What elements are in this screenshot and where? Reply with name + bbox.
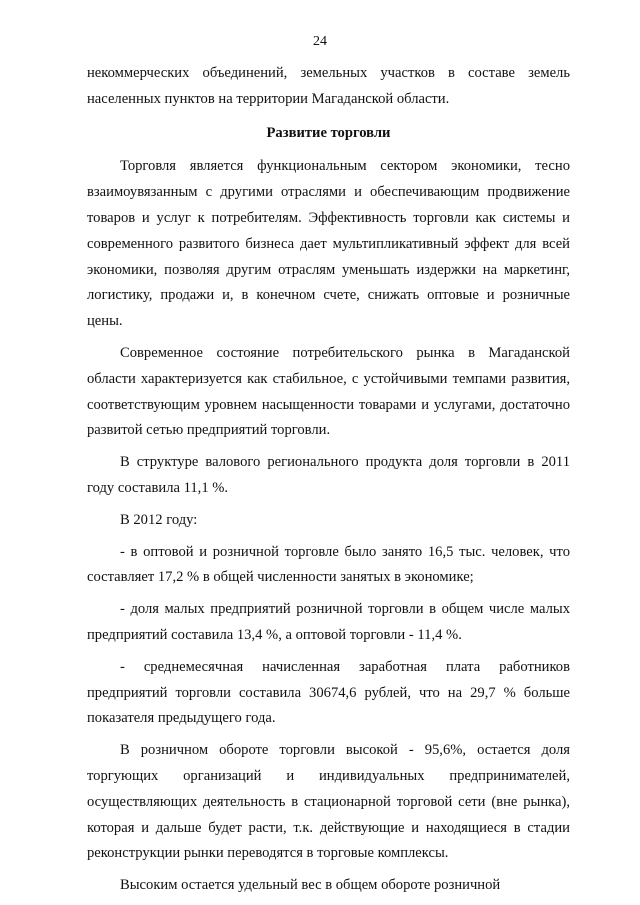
paragraph-continuation: некоммерческих объединений, земельных участков в составе земель населенных пунктов на территории Магаданской области. [87,65,570,107]
page-number: 24 [313,34,327,49]
paragraph-market-state: Современное состояние потребительского рынка в Магаданской области характеризуется как стабильное, с устойчивыми темпами развития, соответствующим уровнем насыщенности товарами и услугами, достаточно развитой сетью предприятий торговли. [87,344,570,439]
paragraph-trade-definition: Торговля является функциональным сектором экономики, тесно взаимоувязанным с другими отраслями и обеспечивающим продвижение товаров и услуг к потребителям. Эффективность торговли как системы и современного развитого бизнеса дает мультипликативный эффект для всей экономики, позволяя другим отраслям уменьшать издержки на маркетинг, логистику, продажи и, в конечном счете, снижать оптовые и розничные цены. [87,158,570,330]
list-item-salary: - среднемесячная начисленная заработная плата работников предприятий торговли составила 30674,6 рублей, что на 29,7 % больше показателя предыдущего года. [87,658,570,727]
paragraph-grp-share: В структуре валового регионального продукта доля торговли в 2011 году составила 11,1 %. [87,454,570,496]
paragraph-year-2012: В 2012 году: [120,511,198,528]
section-heading: Развитие торговли [266,124,391,141]
list-item-small-enterprises: - доля малых предприятий розничной торговли в общем числе малых предприятий составила 13,4 %, а оптовой торговли - 11,4 %. [87,601,570,643]
paragraph-retail-share: Высоким остается удельный вес в общем обороте розничной [120,877,501,894]
list-item-employment: - в оптовой и розничной торговле было занято 16,5 тыс. человек, что составляет 17,2 % в общей численности занятых в экономике; [87,543,570,586]
paragraph-retail-turnover: В розничном обороте торговли высокой - 95,6%, остается доля торгующих организаций и индивидуальных предпринимателей, осуществляющих деятельность в стационарной торговой сети (вне рынка), которая и дальше будет расти, т.к. действующие и находящиеся в стадии реконструкции рынки переводятся в торговые комплексы. [87,742,570,862]
document-body [87,61,570,905]
